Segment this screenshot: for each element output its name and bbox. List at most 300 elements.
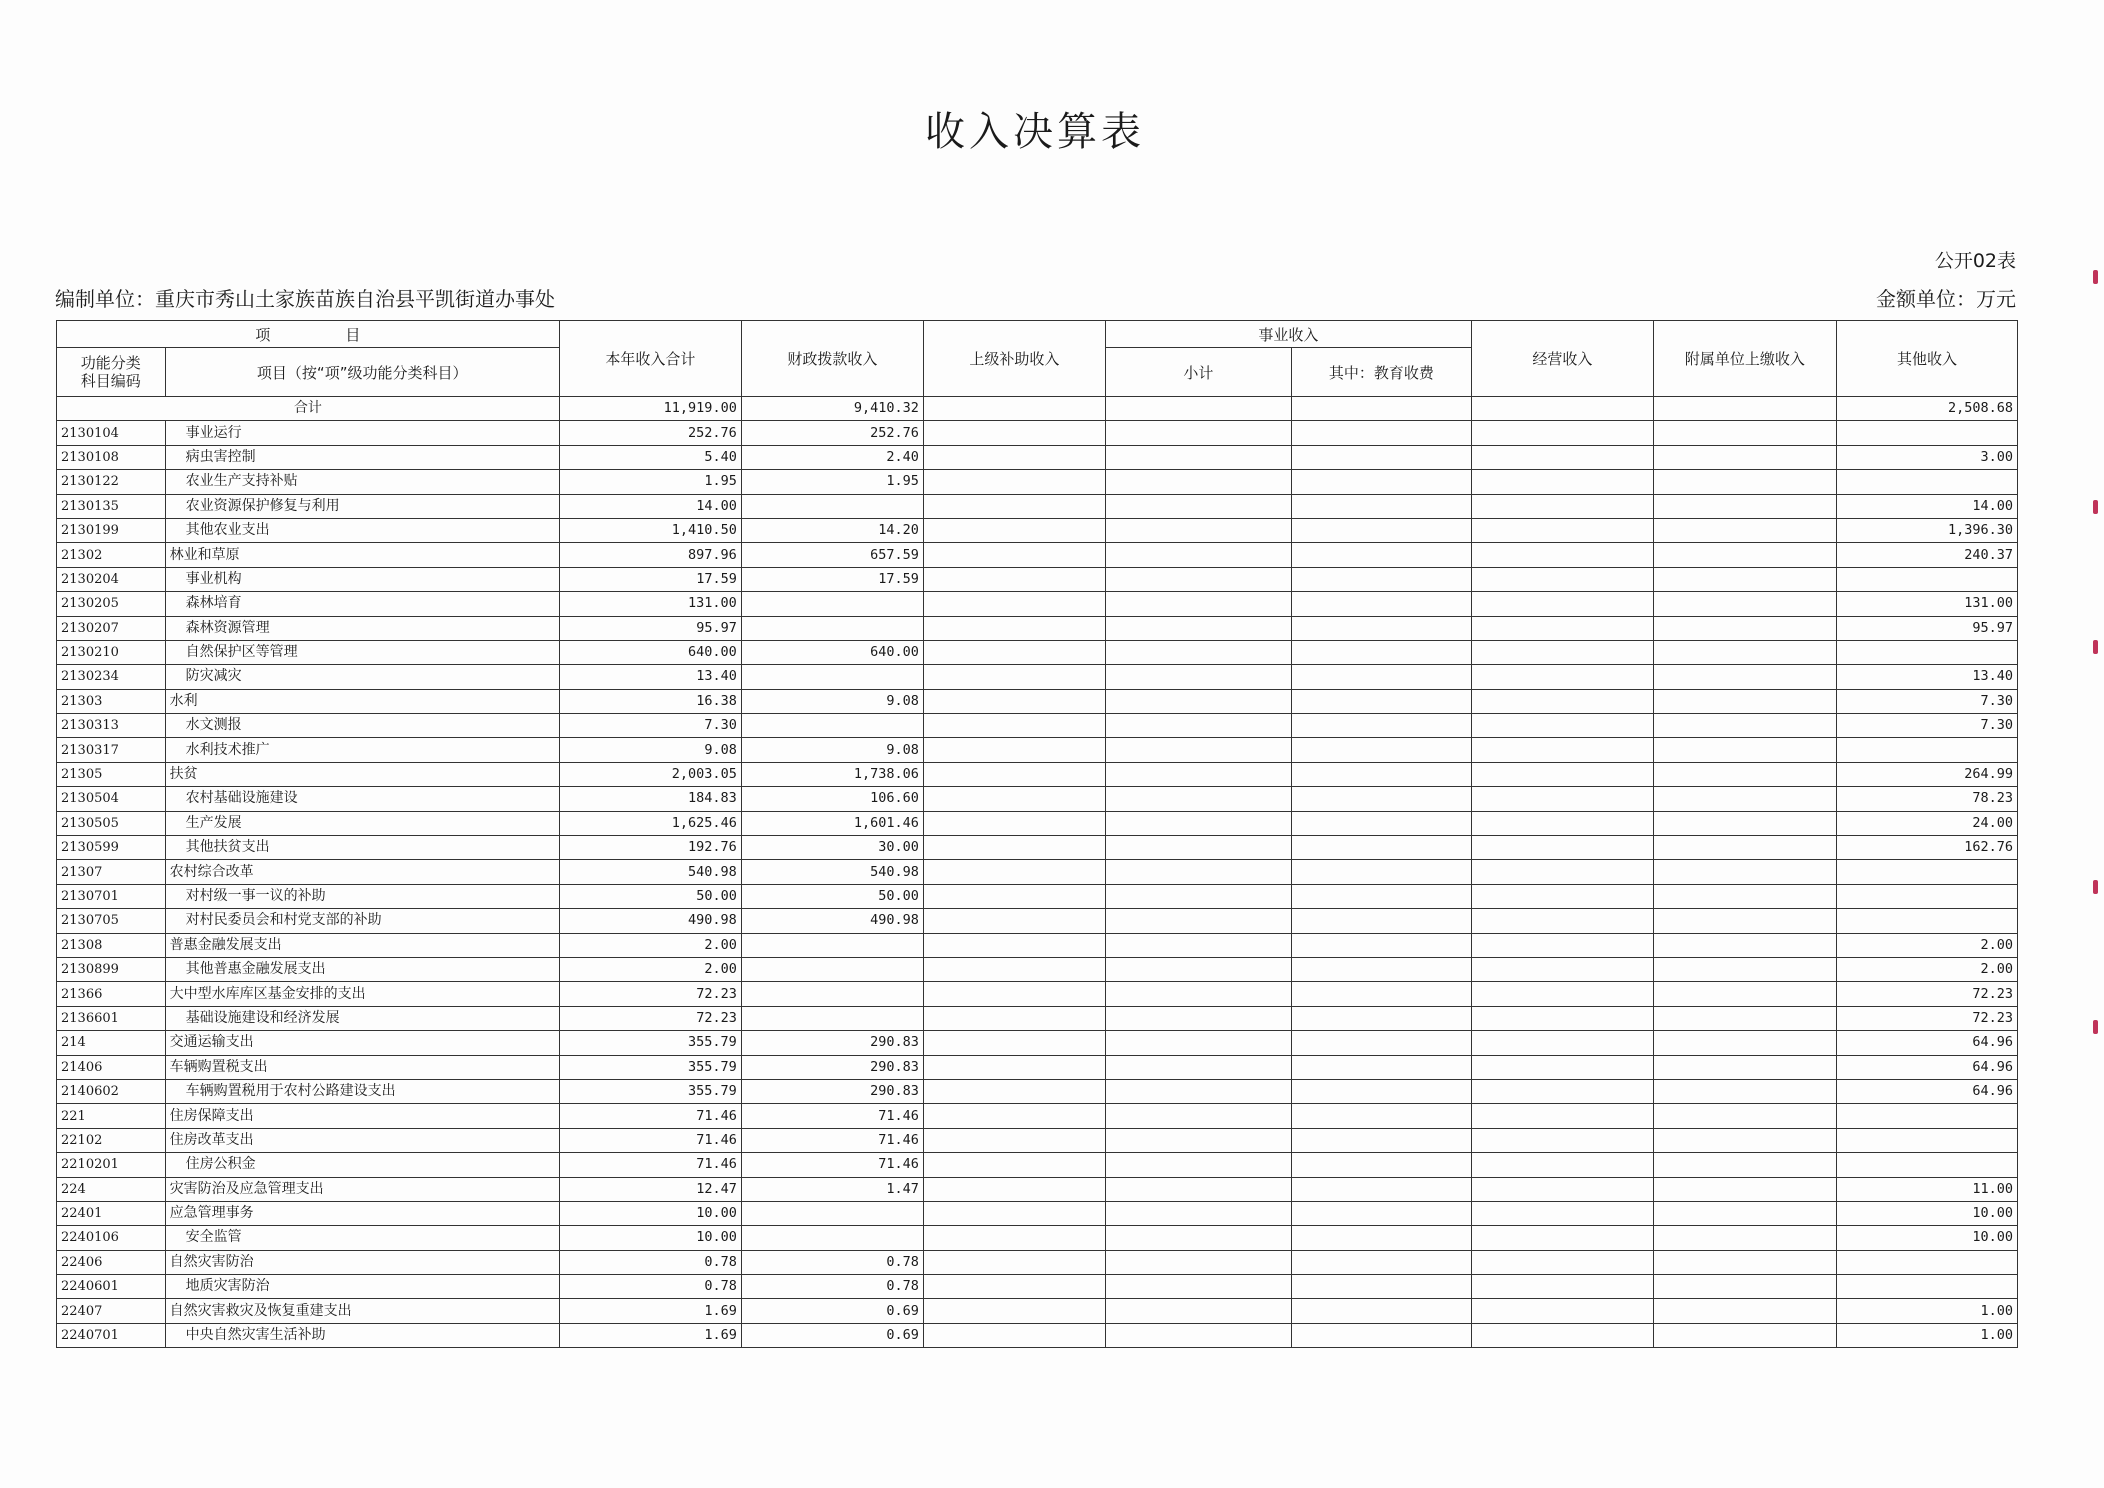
code-cell: 221: [57, 1104, 166, 1128]
business-subtotal-cell: [1105, 1055, 1291, 1079]
total-income-cell: 13.40: [559, 665, 741, 689]
table-row: [57, 762, 2018, 786]
item-name-cell: 森林培育: [165, 592, 559, 616]
affiliate-cell: [1653, 665, 1836, 689]
superior-subsidy-cell: [923, 1153, 1105, 1177]
table-row: [57, 421, 2018, 445]
affiliate-cell: [1653, 909, 1836, 933]
business-subtotal-cell: [1105, 909, 1291, 933]
total-income-cell: 72.23: [559, 1006, 741, 1030]
business-edu-cell: [1291, 1226, 1471, 1250]
table-row: [57, 1226, 2018, 1250]
other-income-cell: 64.96: [1836, 1079, 2017, 1103]
total-income-cell: 355.79: [559, 1055, 741, 1079]
business-edu-cell: [1291, 1128, 1471, 1152]
code-cell: 2130599: [57, 836, 166, 860]
table-header: [57, 321, 2018, 397]
affiliate-cell: [1653, 1201, 1836, 1225]
fiscal-cell: 1,738.06: [741, 762, 923, 786]
affiliate-cell: [1653, 1055, 1836, 1079]
affiliate-cell: [1653, 470, 1836, 494]
superior-subsidy-cell: [923, 665, 1105, 689]
item-name-cell: 地质灾害防治: [165, 1275, 559, 1299]
item-name-cell: 基础设施建设和经济发展: [165, 1006, 559, 1030]
business-subtotal-cell: [1105, 592, 1291, 616]
operating-cell: [1471, 1250, 1653, 1274]
code-cell: 2130210: [57, 640, 166, 664]
code-cell: 21303: [57, 689, 166, 713]
business-subtotal-cell: [1105, 543, 1291, 567]
superior-subsidy-cell: [923, 421, 1105, 445]
business-subtotal-cell: [1105, 1177, 1291, 1201]
business-subtotal-cell: [1105, 714, 1291, 738]
superior-subsidy-cell: [923, 445, 1105, 469]
affiliate-cell: [1653, 982, 1836, 1006]
total-income-cell: 252.76: [559, 421, 741, 445]
table-row: [57, 470, 2018, 494]
item-name-cell: 扶贫: [165, 762, 559, 786]
affiliate-cell: [1653, 640, 1836, 664]
code-cell: 2240701: [57, 1323, 166, 1347]
fiscal-cell: 2.40: [741, 445, 923, 469]
business-subtotal-cell: [1105, 1079, 1291, 1103]
operating-cell: [1471, 787, 1653, 811]
superior-subsidy-cell: [923, 714, 1105, 738]
other-income-cell: [1836, 1275, 2017, 1299]
item-name-cell: 农村基础设施建设: [165, 787, 559, 811]
total-other-cell: 2,508.68: [1836, 397, 2017, 421]
total-income-cell: 11,919.00: [559, 397, 741, 421]
total-income-cell: 2,003.05: [559, 762, 741, 786]
item-name-cell: 安全监管: [165, 1226, 559, 1250]
affiliate-cell: [1653, 592, 1836, 616]
affiliate-cell: [1653, 1177, 1836, 1201]
code-cell: 2130313: [57, 714, 166, 738]
operating-cell: [1471, 1128, 1653, 1152]
table-row: [57, 616, 2018, 640]
code-cell: 22406: [57, 1250, 166, 1274]
other-income-cell: [1836, 860, 2017, 884]
other-income-cell: 1.00: [1836, 1299, 2017, 1323]
affiliate-cell: [1653, 421, 1836, 445]
code-cell: 21302: [57, 543, 166, 567]
other-income-cell: 1.00: [1836, 1323, 2017, 1347]
business-edu-cell: [1291, 787, 1471, 811]
total-income-cell: 131.00: [559, 592, 741, 616]
total-income-cell: 540.98: [559, 860, 741, 884]
operating-cell: [1471, 494, 1653, 518]
table-row: [57, 640, 2018, 664]
affiliate-cell: [1653, 1299, 1836, 1323]
operating-cell: [1471, 640, 1653, 664]
superior-subsidy-cell: [923, 494, 1105, 518]
item-name-cell: 普惠金融发展支出: [165, 933, 559, 957]
superior-subsidy-cell: [923, 762, 1105, 786]
superior-subsidy-cell: [923, 1006, 1105, 1030]
business-subtotal-cell: [1105, 616, 1291, 640]
table-row: [57, 738, 2018, 762]
total-income-cell: 1.69: [559, 1323, 741, 1347]
affiliate-cell: [1653, 1079, 1836, 1103]
superior-subsidy-cell: [923, 787, 1105, 811]
total-income-cell: 12.47: [559, 1177, 741, 1201]
total-income-cell: 9.08: [559, 738, 741, 762]
table-row: [57, 811, 2018, 835]
item-name-cell: 住房公积金: [165, 1153, 559, 1177]
other-income-cell: 13.40: [1836, 665, 2017, 689]
fiscal-cell: 290.83: [741, 1055, 923, 1079]
table-row: [57, 592, 2018, 616]
superior-subsidy-cell: [923, 543, 1105, 567]
business-subtotal-cell: [1105, 518, 1291, 542]
code-cell: 2136601: [57, 1006, 166, 1030]
business-subtotal-cell: [1105, 1299, 1291, 1323]
other-income-cell: 7.30: [1836, 689, 2017, 713]
table-row: [57, 567, 2018, 591]
business-subtotal-cell: [1105, 1031, 1291, 1055]
superior-subsidy-cell: [923, 982, 1105, 1006]
business-edu-cell: [1291, 421, 1471, 445]
item-name-cell: 水利: [165, 689, 559, 713]
total-income-cell: 1.95: [559, 470, 741, 494]
other-income-cell: [1836, 738, 2017, 762]
item-name-cell: 病虫害控制: [165, 445, 559, 469]
superior-subsidy-cell: [923, 1031, 1105, 1055]
business-edu-cell: [1291, 836, 1471, 860]
code-cell: 21366: [57, 982, 166, 1006]
operating-cell: [1471, 1079, 1653, 1103]
business-edu-cell: [1291, 470, 1471, 494]
superior-subsidy-cell: [923, 1201, 1105, 1225]
business-edu-cell: [1291, 494, 1471, 518]
code-cell: 2130504: [57, 787, 166, 811]
header-fiscal: 财政拨款收入: [741, 321, 923, 397]
code-cell: 224: [57, 1177, 166, 1201]
business-edu-cell: [1291, 1104, 1471, 1128]
table-row: [57, 714, 2018, 738]
item-name-cell: 自然保护区等管理: [165, 640, 559, 664]
business-subtotal-cell: [1105, 470, 1291, 494]
total-income-cell: 1,625.46: [559, 811, 741, 835]
other-income-cell: [1836, 1250, 2017, 1274]
code-cell: 214: [57, 1031, 166, 1055]
affiliate-cell: [1653, 1275, 1836, 1299]
operating-cell: [1471, 1275, 1653, 1299]
fiscal-cell: 71.46: [741, 1153, 923, 1177]
code-cell: 2130204: [57, 567, 166, 591]
affiliate-cell: [1653, 1323, 1836, 1347]
table-row: [57, 1177, 2018, 1201]
table-row: [57, 836, 2018, 860]
business-edu-cell: [1291, 445, 1471, 469]
code-cell: 2240106: [57, 1226, 166, 1250]
total-income-cell: 355.79: [559, 1079, 741, 1103]
header-code: 功能分类 科目编码: [57, 348, 166, 397]
superior-subsidy-cell: [923, 518, 1105, 542]
business-edu-cell: [1291, 933, 1471, 957]
item-name-cell: 住房改革支出: [165, 1128, 559, 1152]
total-income-cell: 16.38: [559, 689, 741, 713]
business-edu-cell: [1291, 909, 1471, 933]
other-income-cell: 2.00: [1836, 933, 2017, 957]
fiscal-cell: 50.00: [741, 884, 923, 908]
affiliate-cell: [1653, 1250, 1836, 1274]
business-edu-cell: [1291, 982, 1471, 1006]
total-row: [57, 397, 2018, 421]
other-income-cell: 162.76: [1836, 836, 2017, 860]
total-income-cell: 0.78: [559, 1275, 741, 1299]
table-row: [57, 933, 2018, 957]
operating-cell: [1471, 470, 1653, 494]
other-income-cell: 240.37: [1836, 543, 2017, 567]
item-name-cell: 防灾减灾: [165, 665, 559, 689]
superior-subsidy-cell: [923, 738, 1105, 762]
operating-cell: [1471, 933, 1653, 957]
business-edu-cell: [1291, 1201, 1471, 1225]
code-cell: 2130234: [57, 665, 166, 689]
scan-edge-marks: [2084, 0, 2104, 1488]
item-name-cell: 其他普惠金融发展支出: [165, 957, 559, 981]
fiscal-cell: 0.69: [741, 1323, 923, 1347]
code-cell: 2130207: [57, 616, 166, 640]
affiliate-cell: [1653, 1153, 1836, 1177]
affiliate-cell: [1653, 836, 1836, 860]
operating-cell: [1471, 689, 1653, 713]
income-table-container: [56, 320, 2018, 1348]
business-subtotal-cell: [1105, 445, 1291, 469]
business-subtotal-cell: [1105, 836, 1291, 860]
superior-subsidy-cell: [923, 640, 1105, 664]
fiscal-cell: 290.83: [741, 1079, 923, 1103]
fiscal-cell: 1,601.46: [741, 811, 923, 835]
superior-subsidy-cell: [923, 616, 1105, 640]
business-subtotal-cell: [1105, 567, 1291, 591]
business-edu-cell: [1291, 640, 1471, 664]
business-edu-cell: [1291, 543, 1471, 567]
operating-cell: [1471, 714, 1653, 738]
item-name-cell: 事业运行: [165, 421, 559, 445]
code-cell: 2130899: [57, 957, 166, 981]
business-edu-cell: [1291, 957, 1471, 981]
item-name-cell: 其他扶贫支出: [165, 836, 559, 860]
item-name-cell: 自然灾害防治: [165, 1250, 559, 1274]
superior-subsidy-cell: [923, 884, 1105, 908]
item-name-cell: 水文测报: [165, 714, 559, 738]
affiliate-cell: [1653, 1006, 1836, 1030]
operating-cell: [1471, 1104, 1653, 1128]
table-row: [57, 1153, 2018, 1177]
operating-cell: [1471, 982, 1653, 1006]
business-subtotal-cell: [1105, 982, 1291, 1006]
total-income-cell: 7.30: [559, 714, 741, 738]
item-name-cell: 农业资源保护修复与利用: [165, 494, 559, 518]
business-subtotal-cell: [1105, 860, 1291, 884]
affiliate-cell: [1653, 616, 1836, 640]
table-row: [57, 1250, 2018, 1274]
other-income-cell: 64.96: [1836, 1031, 2017, 1055]
item-name-cell: 水利技术推广: [165, 738, 559, 762]
total-income-cell: 0.78: [559, 1250, 741, 1274]
table-row: [57, 518, 2018, 542]
fiscal-cell: 0.69: [741, 1299, 923, 1323]
superior-subsidy-cell: [923, 860, 1105, 884]
table-row: [57, 860, 2018, 884]
operating-cell: [1471, 445, 1653, 469]
fiscal-cell: 290.83: [741, 1031, 923, 1055]
header-business-edu: 其中：教育收费: [1291, 348, 1471, 397]
total-fiscal-cell: 9,410.32: [741, 397, 923, 421]
total-income-cell: 72.23: [559, 982, 741, 1006]
other-income-cell: 1,396.30: [1836, 518, 2017, 542]
total-income-cell: 71.46: [559, 1128, 741, 1152]
affiliate-cell: [1653, 957, 1836, 981]
business-subtotal-cell: [1105, 494, 1291, 518]
header-affiliate: 附属单位上缴收入: [1653, 321, 1836, 397]
superior-subsidy-cell: [923, 836, 1105, 860]
business-edu-cell: [1291, 1299, 1471, 1323]
table-row: [57, 665, 2018, 689]
item-name-cell: 对村级一事一议的补助: [165, 884, 559, 908]
other-income-cell: 14.00: [1836, 494, 2017, 518]
header-superior-subsidy: 上级补助收入: [923, 321, 1105, 397]
affiliate-cell: [1653, 567, 1836, 591]
business-subtotal-cell: [1105, 1128, 1291, 1152]
operating-cell: [1471, 762, 1653, 786]
table-row: [57, 689, 2018, 713]
total-superior-cell: [923, 397, 1105, 421]
fiscal-cell: 1.47: [741, 1177, 923, 1201]
total-income-cell: 192.76: [559, 836, 741, 860]
fiscal-cell: [741, 616, 923, 640]
total-income-cell: 897.96: [559, 543, 741, 567]
operating-cell: [1471, 1226, 1653, 1250]
item-name-cell: 生产发展: [165, 811, 559, 835]
code-cell: 21308: [57, 933, 166, 957]
business-subtotal-cell: [1105, 1250, 1291, 1274]
other-income-cell: [1836, 1128, 2017, 1152]
fiscal-cell: 106.60: [741, 787, 923, 811]
business-subtotal-cell: [1105, 787, 1291, 811]
business-subtotal-cell: [1105, 421, 1291, 445]
fiscal-cell: 657.59: [741, 543, 923, 567]
business-subtotal-cell: [1105, 1104, 1291, 1128]
other-income-cell: [1836, 470, 2017, 494]
superior-subsidy-cell: [923, 1250, 1105, 1274]
code-cell: 2130135: [57, 494, 166, 518]
other-income-cell: 7.30: [1836, 714, 2017, 738]
item-name-cell: 车辆购置税支出: [165, 1055, 559, 1079]
total-operating-cell: [1471, 397, 1653, 421]
item-name-cell: 车辆购置税用于农村公路建设支出: [165, 1079, 559, 1103]
total-income-cell: 14.00: [559, 494, 741, 518]
compiling-unit: 编制单位：重庆市秀山土家族苗族自治县平凯街道办事处: [55, 287, 555, 311]
table-row: [57, 1006, 2018, 1030]
code-cell: 2130122: [57, 470, 166, 494]
operating-cell: [1471, 1031, 1653, 1055]
affiliate-cell: [1653, 1226, 1836, 1250]
item-name-cell: 大中型水库库区基金安排的支出: [165, 982, 559, 1006]
operating-cell: [1471, 616, 1653, 640]
business-subtotal-cell: [1105, 933, 1291, 957]
item-name-cell: 交通运输支出: [165, 1031, 559, 1055]
superior-subsidy-cell: [923, 933, 1105, 957]
item-name-cell: 应急管理事务: [165, 1201, 559, 1225]
affiliate-cell: [1653, 884, 1836, 908]
table-row: [57, 884, 2018, 908]
other-income-cell: 11.00: [1836, 1177, 2017, 1201]
superior-subsidy-cell: [923, 1079, 1105, 1103]
code-cell: 2140602: [57, 1079, 166, 1103]
total-income-cell: 17.59: [559, 567, 741, 591]
other-income-cell: [1836, 640, 2017, 664]
code-cell: 2130505: [57, 811, 166, 835]
superior-subsidy-cell: [923, 592, 1105, 616]
business-edu-cell: [1291, 689, 1471, 713]
table-row: [57, 445, 2018, 469]
operating-cell: [1471, 567, 1653, 591]
item-name-cell: 其他农业支出: [165, 518, 559, 542]
fiscal-cell: 9.08: [741, 689, 923, 713]
code-cell: 21305: [57, 762, 166, 786]
business-edu-cell: [1291, 1031, 1471, 1055]
business-subtotal-cell: [1105, 811, 1291, 835]
total-income-cell: 1.69: [559, 1299, 741, 1323]
operating-cell: [1471, 543, 1653, 567]
business-edu-cell: [1291, 592, 1471, 616]
table-row: [57, 1031, 2018, 1055]
fiscal-cell: [741, 1226, 923, 1250]
business-subtotal-cell: [1105, 665, 1291, 689]
operating-cell: [1471, 1201, 1653, 1225]
affiliate-cell: [1653, 445, 1836, 469]
affiliate-cell: [1653, 787, 1836, 811]
fiscal-cell: 0.78: [741, 1275, 923, 1299]
superior-subsidy-cell: [923, 1177, 1105, 1201]
total-business-subtotal-cell: [1105, 397, 1291, 421]
superior-subsidy-cell: [923, 1104, 1105, 1128]
other-income-cell: 72.23: [1836, 1006, 2017, 1030]
operating-cell: [1471, 1299, 1653, 1323]
other-income-cell: 72.23: [1836, 982, 2017, 1006]
operating-cell: [1471, 836, 1653, 860]
business-edu-cell: [1291, 518, 1471, 542]
table-row: [57, 1275, 2018, 1299]
fiscal-cell: 30.00: [741, 836, 923, 860]
operating-cell: [1471, 1006, 1653, 1030]
fiscal-cell: 71.46: [741, 1104, 923, 1128]
header-business-income: 事业收入: [1105, 321, 1471, 348]
total-income-cell: 10.00: [559, 1226, 741, 1250]
total-income-cell: 71.46: [559, 1104, 741, 1128]
fiscal-cell: [741, 1006, 923, 1030]
business-edu-cell: [1291, 1153, 1471, 1177]
total-affiliate-cell: [1653, 397, 1836, 421]
code-cell: 22102: [57, 1128, 166, 1152]
superior-subsidy-cell: [923, 957, 1105, 981]
table-row: [57, 543, 2018, 567]
total-income-cell: 2.00: [559, 957, 741, 981]
affiliate-cell: [1653, 1031, 1836, 1055]
fiscal-cell: 1.95: [741, 470, 923, 494]
code-cell: 21406: [57, 1055, 166, 1079]
business-edu-cell: [1291, 738, 1471, 762]
fiscal-cell: [741, 957, 923, 981]
total-income-cell: 2.00: [559, 933, 741, 957]
other-income-cell: 10.00: [1836, 1201, 2017, 1225]
total-label: 合计: [57, 397, 560, 421]
superior-subsidy-cell: [923, 1275, 1105, 1299]
fiscal-cell: [741, 982, 923, 1006]
